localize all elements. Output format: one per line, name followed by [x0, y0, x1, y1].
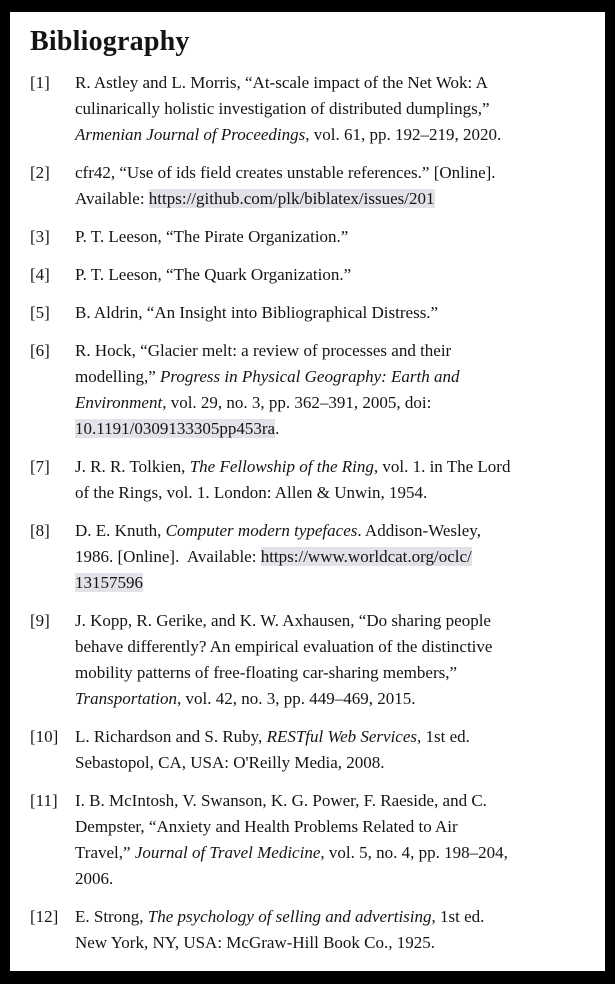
reference-text [75, 300, 585, 326]
reference-line [75, 686, 585, 712]
reference-text [75, 608, 585, 712]
reference-segment: , vol. 1. in The Lord [373, 457, 511, 476]
reference-segment: , vol. 29, no. 3, pp. 362–391, 2005, doi: [162, 393, 432, 412]
reference-entry [30, 160, 585, 212]
reference-segment: of the Rings, vol. 1. London: Allen & Unwin, 1954. [75, 483, 428, 502]
reference-text [75, 454, 585, 506]
reference-text [75, 788, 585, 892]
reference-segment: P. T. Leeson, “The Quark Organization.” [75, 265, 352, 284]
reference-line [75, 480, 585, 506]
reference-segment: B. Aldrin, “An Insight into Bibliographical Distress.” [75, 303, 439, 322]
reference-line [75, 364, 585, 390]
reference-text [75, 904, 585, 956]
reference-link[interactable]: https://github.com/plk/biblatex/issues/201 [148, 189, 435, 208]
reference-line [75, 96, 585, 122]
reference-entry [30, 904, 585, 956]
reference-text [75, 70, 585, 148]
reference-line [75, 390, 585, 416]
reference-link[interactable]: https://www.worldcat.org/oclc/ [260, 547, 472, 566]
reference-title-italic: Environment [75, 393, 163, 412]
reference-segment: , vol. 61, pp. 192–219, 2020. [305, 125, 502, 144]
reference-line [75, 186, 585, 212]
reference-entry [30, 724, 585, 776]
reference-segment: cfr42, “Use of ids field creates unstable references.” [Online]. [75, 163, 496, 182]
reference-number: [5] [30, 303, 50, 322]
reference-text [75, 224, 585, 250]
reference-line [75, 122, 585, 148]
reference-entry [30, 454, 585, 506]
reference-number: [4] [30, 265, 50, 284]
reference-segment: , 1st ed. [417, 727, 470, 746]
reference-segment: D. E. Knuth, [75, 521, 166, 540]
reference-segment: Sebastopol, CA, USA: O'Reilly Media, 2008. [75, 753, 385, 772]
reference-segment: R. Astley and L. Morris, “At-scale impact of the Net Wok: A [75, 73, 488, 92]
reference-entry [30, 788, 585, 892]
reference-line [75, 660, 585, 686]
reference-title-italic: Computer modern typefaces [165, 521, 358, 540]
reference-segment: . [275, 419, 280, 438]
reference-title-italic: Transportation [75, 689, 178, 708]
reference-segment: . Addison-Wesley, [357, 521, 481, 540]
reference-number: [6] [30, 341, 50, 360]
reference-entry [30, 518, 585, 596]
reference-segment: 2006. [75, 869, 114, 888]
reference-segment: behave differently? An empirical evaluation of the distinctive [75, 637, 493, 656]
reference-segment: R. Hock, “Glacier melt: a review of processes and their [75, 341, 452, 360]
reference-segment: New York, NY, USA: McGraw-Hill Book Co., 1925. [75, 933, 436, 952]
reference-link[interactable]: 10.1191/0309133305pp453ra [75, 419, 276, 438]
reference-entry [30, 338, 585, 442]
reference-segment: modelling,” [75, 367, 160, 386]
reference-text [75, 518, 585, 596]
reference-segment: culinarically holistic investigation of distributed dumplings,” [75, 99, 490, 118]
reference-title-italic: Journal of Travel Medicine [134, 843, 321, 862]
reference-line [75, 724, 585, 750]
reference-line [75, 750, 585, 776]
reference-entry [30, 224, 585, 250]
reference-number: [12] [30, 907, 59, 926]
reference-line [75, 300, 585, 326]
reference-number: [9] [30, 611, 50, 630]
reference-entry [30, 70, 585, 148]
reference-segment: , vol. 42, no. 3, pp. 449–469, 2015. [177, 689, 416, 708]
reference-line [75, 634, 585, 660]
reference-line [75, 262, 585, 288]
reference-segment: 1986. [Online]. Available: [75, 547, 261, 566]
page-title: Bibliography [30, 26, 190, 57]
reference-title-italic: Progress in Physical Geography: Earth and [159, 367, 460, 386]
reference-line [75, 866, 585, 892]
reference-line [75, 70, 585, 96]
reference-text [75, 262, 585, 288]
reference-line [75, 454, 585, 480]
reference-title-italic: The Fellowship of the Ring [189, 457, 374, 476]
reference-line [75, 338, 585, 364]
reference-segment: E. Strong, [75, 907, 148, 926]
reference-text [75, 338, 585, 442]
reference-segment: mobility patterns of free-floating car-sharing members,” [75, 663, 458, 682]
reference-entry [30, 608, 585, 712]
reference-title-italic: RESTful Web Services [266, 727, 418, 746]
reference-text [75, 160, 585, 212]
reference-segment: J. Kopp, R. Gerike, and K. W. Axhausen, “Do sharing people [75, 611, 491, 630]
reference-segment: L. Richardson and S. Ruby, [75, 727, 267, 746]
reference-title-italic: Armenian Journal of Proceedings [75, 125, 306, 144]
reference-number: [11] [30, 791, 58, 810]
reference-number: [1] [30, 73, 50, 92]
reference-link[interactable]: 13157596 [75, 573, 143, 592]
reference-segment: , vol. 5, no. 4, pp. 198–204, [320, 843, 508, 862]
reference-entry [30, 262, 585, 288]
reference-number: [3] [30, 227, 50, 246]
reference-line [75, 160, 585, 186]
reference-segment: Dempster, “Anxiety and Health Problems Related to Air [75, 817, 458, 836]
reference-line [75, 544, 585, 570]
reference-line [75, 518, 585, 544]
reference-text [75, 724, 585, 776]
reference-number: [7] [30, 457, 50, 476]
reference-segment: J. R. R. Tolkien, [75, 457, 190, 476]
bibliography-page [10, 12, 605, 971]
reference-line [75, 814, 585, 840]
reference-line [75, 570, 585, 596]
reference-line [75, 416, 585, 442]
reference-segment: P. T. Leeson, “The Pirate Organization.” [75, 227, 349, 246]
reference-segment: I. B. McIntosh, V. Swanson, K. G. Power, F. Raeside, and C. [75, 791, 487, 810]
reference-line [75, 788, 585, 814]
reference-segment: Available: [75, 189, 149, 208]
reference-number: [8] [30, 521, 50, 540]
reference-number: [10] [30, 727, 59, 746]
reference-list [30, 70, 585, 956]
reference-segment: , 1st ed. [431, 907, 485, 926]
reference-line [75, 840, 585, 866]
reference-segment: Travel,” [75, 843, 135, 862]
reference-title-italic: The psychology of selling and advertising [147, 907, 432, 926]
reference-line [75, 930, 585, 956]
reference-line [75, 904, 585, 930]
reference-number: [2] [30, 163, 50, 182]
reference-line [75, 608, 585, 634]
reference-entry [30, 300, 585, 326]
reference-line [75, 224, 585, 250]
